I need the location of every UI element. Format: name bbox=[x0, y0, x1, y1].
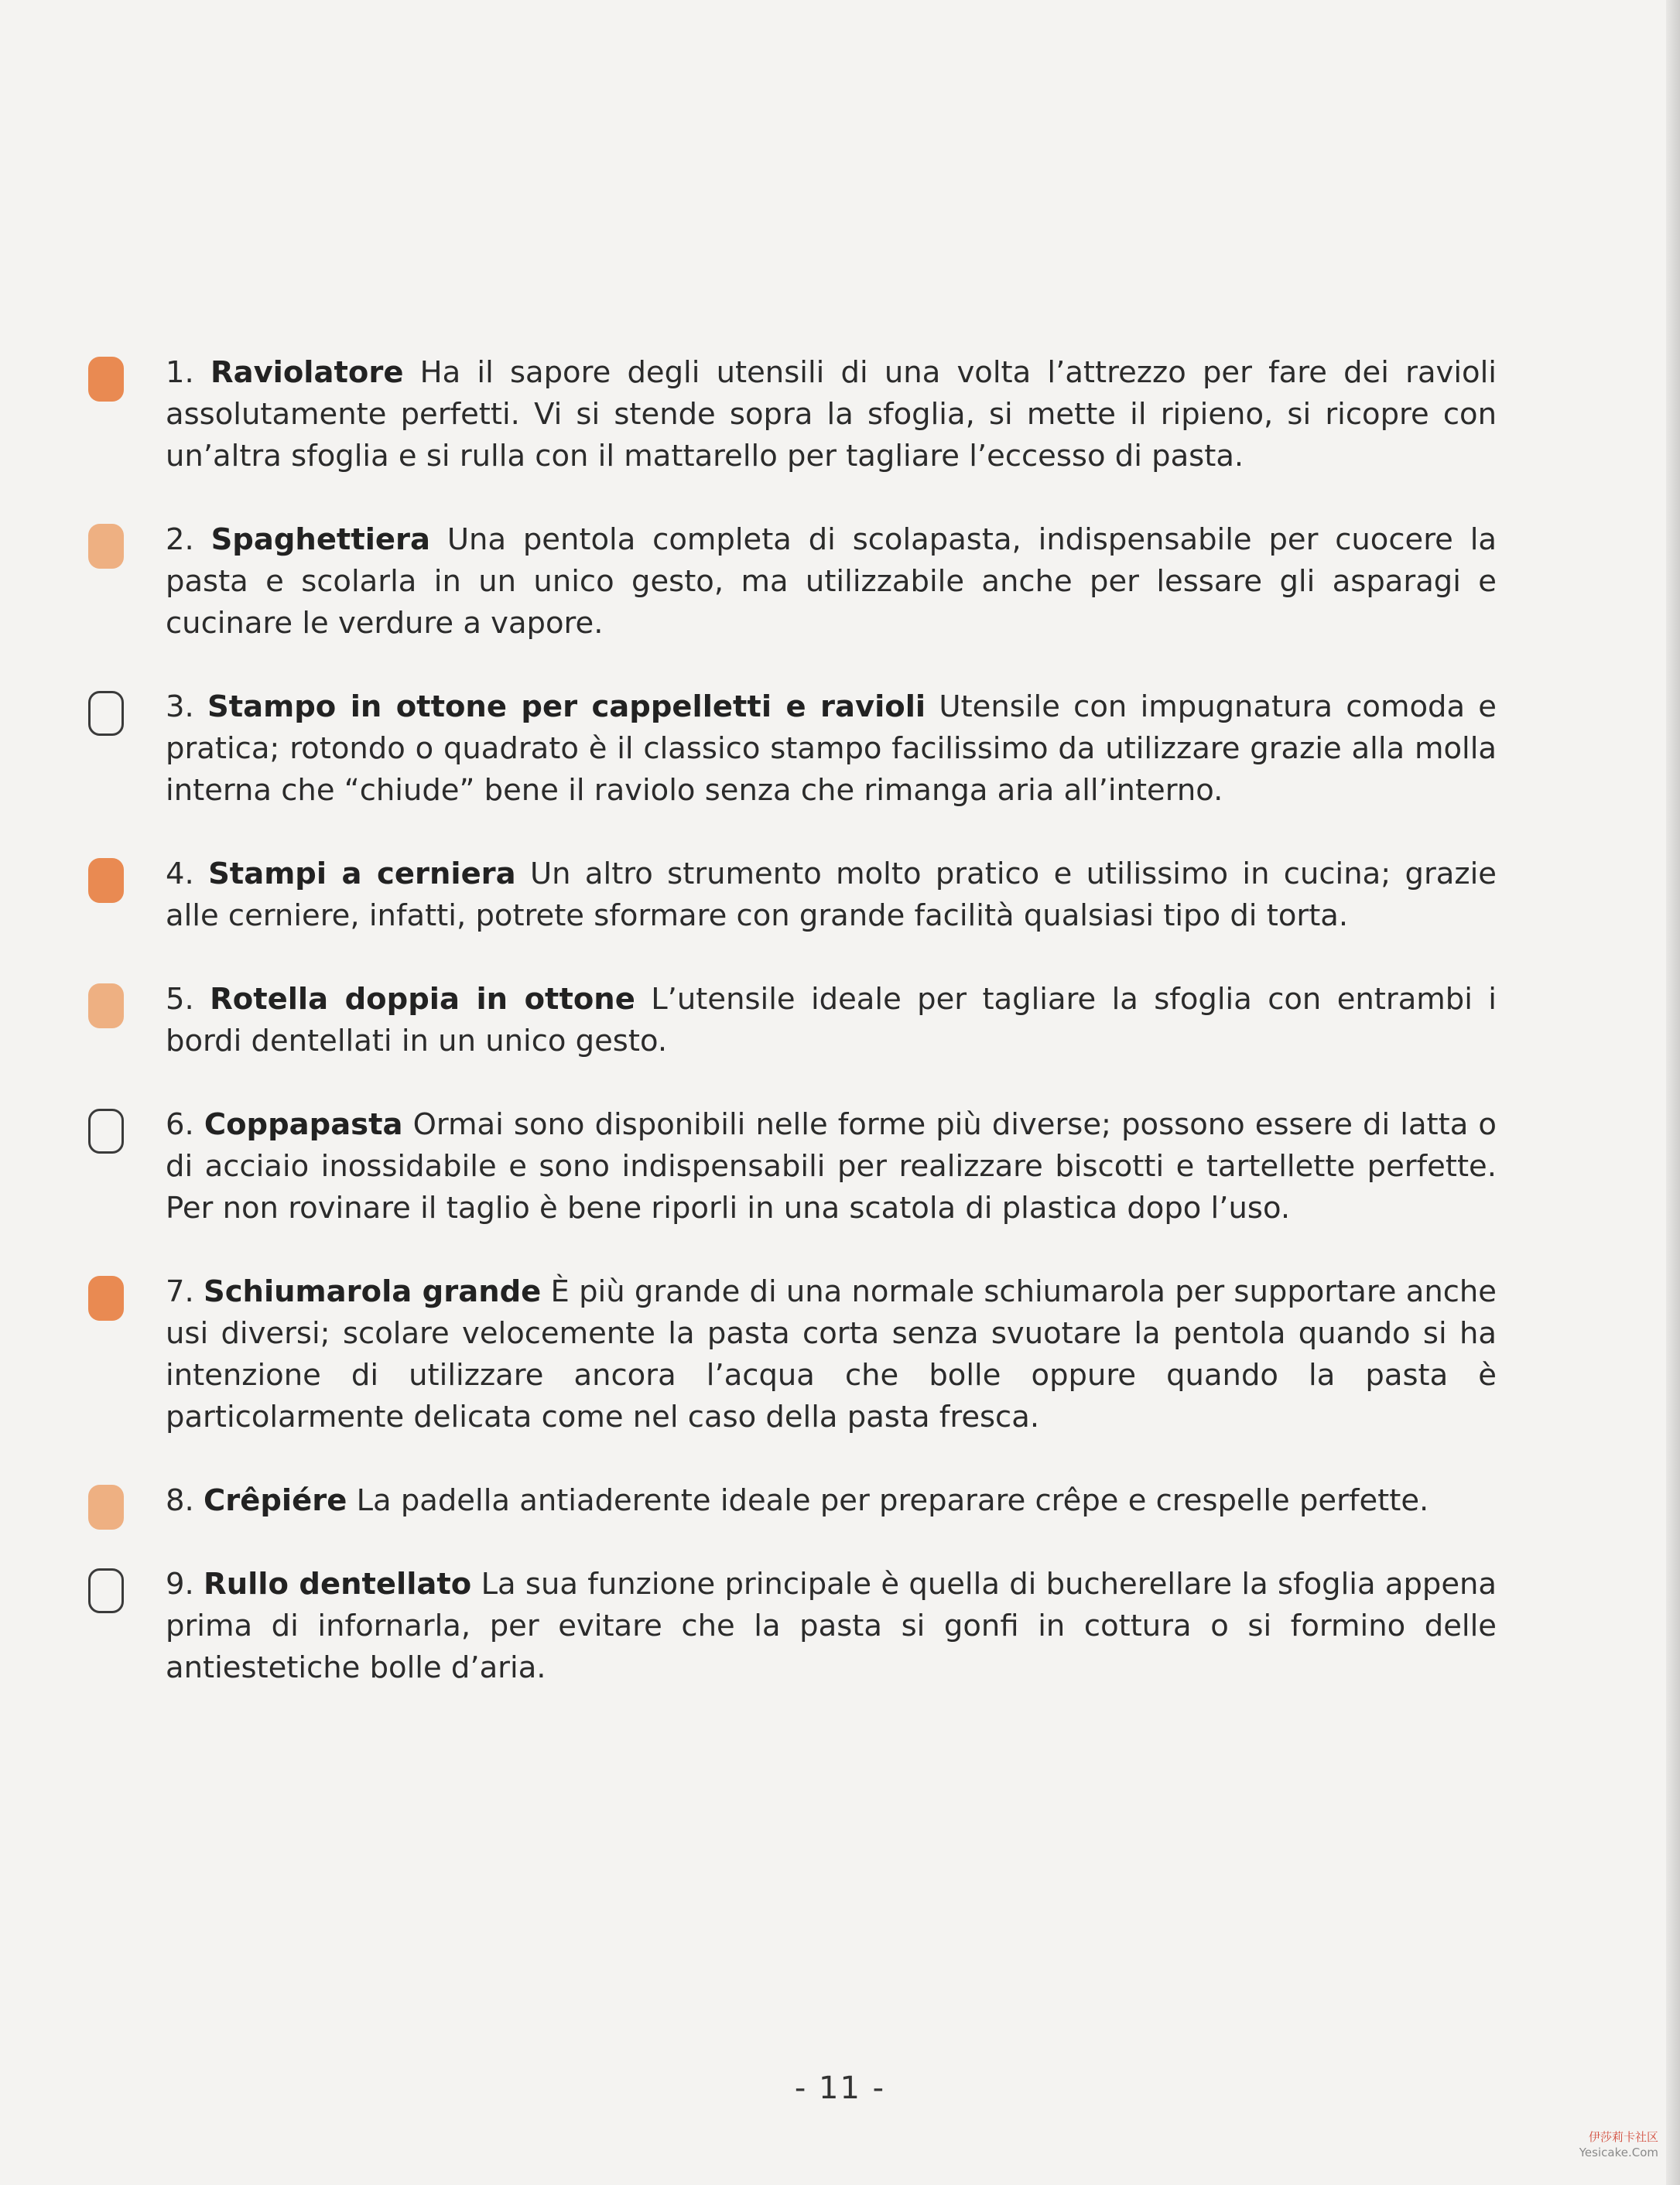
item-description: È più grande di una normale schiumarola per supportare anche usi diversi; scolare velocemente la pasta corta senza svuotare la pentola quando si ha intenzione di utilizzare ancora l’acqua che bolle oppure quando la pasta è particolarmente delicata come nel caso della pasta fresca. bbox=[166, 1274, 1497, 1434]
list-item-9 bbox=[0, 1564, 1680, 1689]
item-text bbox=[166, 1104, 1497, 1229]
list-item-2 bbox=[0, 519, 1680, 645]
item-description: Una pentola completa di scolapasta, indispensabile per cuocere la pasta e scolarla in un unico gesto, ma utilizzabile anche per lessare gli asparagi e cucinare le verdure a vapore. bbox=[166, 522, 1497, 641]
item-term: Raviolatore bbox=[210, 355, 404, 390]
item-term: Coppapasta bbox=[204, 1107, 403, 1142]
item-text bbox=[166, 1480, 1497, 1522]
item-number: 9. bbox=[166, 1567, 194, 1602]
list-item-3 bbox=[0, 686, 1680, 812]
item-term: Schiumarola grande bbox=[203, 1274, 542, 1309]
bullet-marker-icon bbox=[88, 1109, 124, 1154]
site-watermark bbox=[1579, 2129, 1658, 2160]
item-text bbox=[166, 853, 1497, 937]
item-description: La sua funzione principale è quella di bucherellare la sfoglia appena prima di infornarla, per evitare che la pasta si gonfi in cottura o si formino delle antiestetiche bolle d’aria. bbox=[166, 1567, 1497, 1685]
bullet-marker-icon bbox=[88, 858, 124, 903]
item-term: Stampo in ottone per cappelletti e ravioli bbox=[207, 689, 926, 724]
item-description: Un altro strumento molto pratico e utilissimo in cucina; grazie alle cerniere, infatti, potrete sformare con grande facilità qualsiasi tipo di torta. bbox=[166, 857, 1497, 933]
bullet-marker-icon bbox=[88, 357, 124, 402]
bullet-marker-icon bbox=[88, 691, 124, 736]
bullet-marker-icon bbox=[88, 1276, 124, 1321]
item-text bbox=[166, 1271, 1497, 1438]
item-term: Spaghettiera bbox=[210, 522, 431, 557]
item-number: 8. bbox=[166, 1483, 194, 1518]
list-item-7 bbox=[0, 1271, 1680, 1438]
item-term: Stampi a cerniera bbox=[208, 857, 516, 891]
bullet-marker-icon bbox=[88, 1485, 124, 1530]
item-number: 2. bbox=[166, 522, 194, 557]
item-number: 4. bbox=[166, 857, 194, 891]
item-term: Crêpiére bbox=[203, 1483, 347, 1518]
utensil-list bbox=[0, 352, 1680, 1731]
list-item-8 bbox=[0, 1480, 1680, 1522]
bullet-marker-icon bbox=[88, 983, 124, 1028]
item-term: Rotella doppia in ottone bbox=[210, 982, 635, 1017]
item-text bbox=[166, 352, 1497, 477]
list-item-5 bbox=[0, 979, 1680, 1062]
item-description: La padella antiaderente ideale per preparare crêpe e crespelle perfette. bbox=[356, 1483, 1429, 1518]
item-text bbox=[166, 979, 1497, 1062]
item-description: Ha il sapore degli utensili di una volta l’attrezzo per fare dei ravioli assolutamente perfetti. Vi si stende sopra la sfoglia, si mette il ripieno, si ricopre con un’altra sfoglia e si rulla con il mattarello per tagliare l’eccesso di pasta. bbox=[166, 355, 1497, 474]
item-text bbox=[166, 686, 1497, 812]
item-description: Utensile con impugnatura comoda e pratica; rotondo o quadrato è il classico stampo facilissimo da utilizzare grazie alla molla interna che “chiude” bene il raviolo senza che rimanga aria all’interno. bbox=[166, 689, 1497, 808]
item-description: L’utensile ideale per tagliare la sfoglia con entrambi i bordi dentellati in un unico gesto. bbox=[166, 982, 1497, 1058]
item-text bbox=[166, 519, 1497, 645]
item-number: 3. bbox=[166, 689, 194, 724]
list-item-6 bbox=[0, 1104, 1680, 1229]
bullet-marker-icon bbox=[88, 1568, 124, 1613]
item-description: Ormai sono disponibili nelle forme più diverse; possono essere di latta o di acciaio inossidabile e sono indispensabili per realizzare biscotti e tartellette perfette. Per non rovinare il taglio è bene riporli in una scatola di plastica dopo l’uso. bbox=[166, 1107, 1497, 1226]
list-item-4 bbox=[0, 853, 1680, 937]
item-number: 1. bbox=[166, 355, 194, 390]
watermark-site-url: Yesicake.Com bbox=[1579, 2146, 1658, 2159]
bullet-marker-icon bbox=[88, 524, 124, 569]
watermark-site-name: 伊莎莉卡社区 bbox=[1588, 2130, 1658, 2144]
item-term: Rullo dentellato bbox=[204, 1567, 472, 1602]
list-item-1 bbox=[0, 352, 1680, 477]
item-number: 6. bbox=[166, 1107, 194, 1142]
page-number: - 11 - bbox=[794, 2070, 886, 2106]
item-number: 5. bbox=[166, 982, 194, 1017]
item-text bbox=[166, 1564, 1497, 1689]
item-number: 7. bbox=[166, 1274, 194, 1309]
